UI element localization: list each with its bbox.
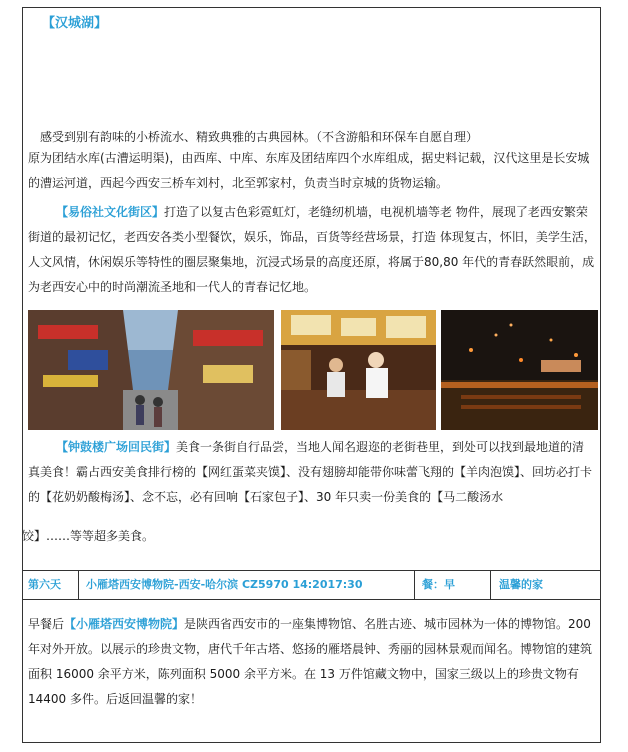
day-row — [22, 570, 601, 600]
photo-strip — [28, 310, 598, 430]
divider — [490, 571, 491, 599]
highlight-yisushe: 【易俗社文化街区】 — [56, 205, 165, 219]
paragraph-museum-text: 是陕西省西安市的一座集博物馆、名胜古迹、城市园林为一体的博物馆。200年对外开放。以展示的珍贵文物，唐代千年古塔、悠扬的雁塔晨钟、秀丽的园林景观而闻名。博物馆的建筑面积 16000 余平方米，陈列面积 5000 余平方米。在 13 万件馆藏文物中，国家三级以上的珍贵文物有 14400 多件。后返回温馨的家！ — [28, 617, 593, 706]
paragraph-museum — [28, 612, 596, 712]
street-market-photo — [28, 310, 274, 430]
day-route: 小雁塔西安博物院-西安-哈尔滨 CZ5970 14:2017:30 — [86, 578, 363, 591]
paragraph-hancheng-lake: 原为团结水库(古漕运明渠)，由西库、中库、东库及团结库四个水库组成，据史料记载，汉代这里是长安城的漕运河道，西起今西安三桥车刘村，北至郭家村，负责当时京城的货物运输。 — [28, 151, 590, 190]
paragraph-yisushe-text: 打造了以复古色彩霓虹灯，老缝纫机墙，电视机墙等老 物件，展现了老西安繁荣街道的最初记忆，老西安各类小型餐饮，娱乐，饰品，百货等经营场景，打造 体现复古，怀旧，美学生活，人文风情，休闲娱乐等特性的圈层聚集地，沉浸式场景的高度还原，将属于80,80 年代的青春跃然眼前，成为老西安心中的时尚潮流圣地和一代人的青春记忆地。 — [28, 205, 596, 294]
section-title: 【汉城湖】 — [42, 16, 108, 31]
divider — [78, 571, 79, 599]
highlight-museum: 【小雁塔西安博物院】 — [64, 617, 185, 631]
paragraph-huimin-tail: 饺】……等等超多美食。 — [22, 529, 155, 543]
divider — [414, 571, 415, 599]
day-meals: 餐：早 — [422, 578, 455, 591]
highlight-huimin-street: 【钟鼓楼广场回民街】 — [56, 440, 177, 454]
paragraph-yisushe — [28, 200, 596, 300]
paragraph-huimin-text: 美食一条街自行品尝，当地人闻名遐迩的老街巷里，到处可以找到最地道的清真美食！霸占西安美食排行榜的【网红蛋菜夹馍】、没有翅膀却能带你味蕾飞翔的【羊肉泡馍】、回坊必打卡的【花奶奶酸梅汤】、念不忘，必有回响【石家包子】、30 年只卖一份美食的【马二酸汤水 — [28, 440, 593, 504]
intro-text: 感受到别有韵味的小桥流水、精致典雅的古典园林。（不含游船和环保车自愿自理） — [40, 130, 479, 144]
day-hotel: 温馨的家 — [499, 578, 543, 591]
paragraph-museum-prefix: 早餐后 — [28, 617, 65, 631]
paragraph-huimin-street — [22, 435, 596, 549]
day-label: 第六天 — [28, 578, 61, 591]
bbq-grill-photo — [441, 310, 598, 430]
food-vendor-photo — [281, 310, 436, 430]
